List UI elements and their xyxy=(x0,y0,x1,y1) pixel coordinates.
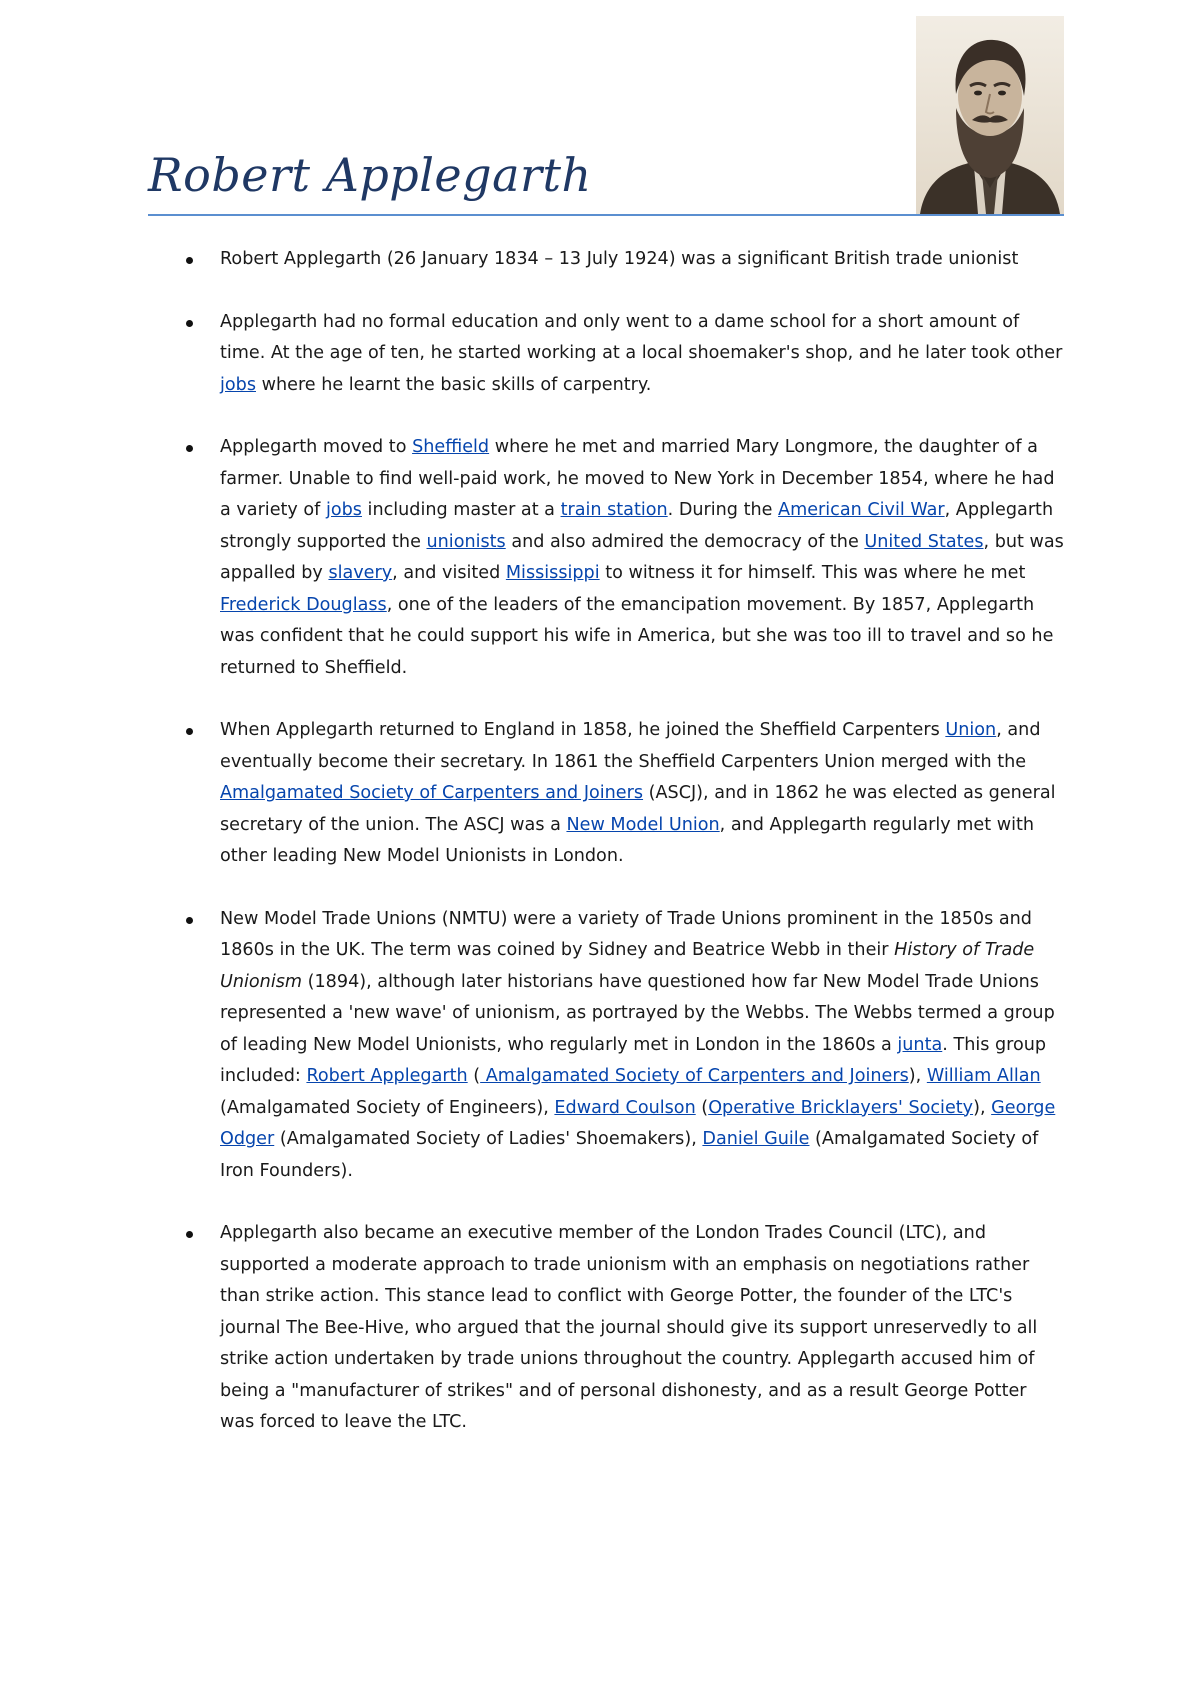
inline-link[interactable]: unionists xyxy=(426,531,506,552)
inline-link[interactable]: Frederick Douglass xyxy=(220,594,387,615)
paragraph-text: (Amalgamated Society of Iron Founders). xyxy=(220,1129,1039,1181)
bullet-icon xyxy=(186,445,193,452)
inline-link[interactable]: American Civil War xyxy=(778,500,945,520)
inline-link[interactable]: Operative Bricklayers' Society xyxy=(708,1097,974,1118)
bullet-icon xyxy=(186,728,193,735)
paragraph-text: , and Applegarth regularly met with other leading New Model Unionists in London. xyxy=(220,814,1035,866)
bullet-icon xyxy=(186,320,193,327)
inline-link[interactable]: slavery xyxy=(328,563,393,583)
paragraph-text: (ASCJ), and in 1862 he was elected as general secretary of the union. The ASCJ was a xyxy=(220,783,1056,835)
inline-link[interactable]: Union xyxy=(945,720,997,740)
inline-link[interactable]: jobs xyxy=(220,374,256,395)
bullet-list xyxy=(148,244,1064,1470)
paragraph-text: , one of the leaders of the emancipation movement. By 1857, Applegarth was confident that he could support his wife in America, but she was too ill to travel and so he returned to Sheffield. xyxy=(220,594,1054,678)
portrait-engraving-icon xyxy=(916,16,1064,214)
bullet-icon xyxy=(186,917,193,924)
list-item xyxy=(148,715,1064,873)
paragraph-text: Applegarth moved to xyxy=(220,437,413,457)
inline-link[interactable]: Amalgamated Society of Carpenters and Joiners xyxy=(480,1066,909,1086)
inline-link[interactable]: William Allan xyxy=(926,1066,1041,1086)
paragraph-text: , Applegarth strongly supported the xyxy=(220,500,1054,552)
bullet-icon xyxy=(186,257,193,264)
page-title: Robert Applegarth xyxy=(148,148,592,202)
paragraph-text: ), xyxy=(973,1097,992,1118)
list-item xyxy=(148,307,1064,402)
inline-link[interactable]: junta xyxy=(897,1034,943,1055)
italic-text: History of Trade Unionism xyxy=(220,940,1035,992)
paragraph-text: When Applegarth returned to England in 1858, he joined the Sheffield Carpenters xyxy=(220,720,946,740)
list-item xyxy=(148,432,1064,684)
inline-link[interactable]: train station xyxy=(560,500,668,520)
paragraph-text: . This group included: xyxy=(220,1034,1047,1086)
inline-link[interactable]: Sheffield xyxy=(412,437,490,457)
paragraph-text: (Amalgamated Society of Ladies' Shoemakers), xyxy=(274,1129,703,1149)
paragraph-text: Applegarth also became an executive member of the London Trades Council (LTC), and supported a moderate approach to trade unionism with an emphasis on negotiations rather than strike action. This stance lead to conflict with George Potter, the founder of the LTC's journal The Bee-Hive, who argued that the journal should give its support unreservedly to all strike action undertaken by trade unions throughout the country. Applegarth accused him of being a "manufacturer of strikes" and of personal dishonesty, and as a result George Potter was forced to leave the LTC. xyxy=(220,1223,1038,1432)
inline-link[interactable]: Amalgamated Society of Carpenters and Joiners xyxy=(220,783,644,803)
inline-link[interactable]: George Odger xyxy=(220,1097,1056,1149)
paragraph-text: and also admired the democracy of the xyxy=(505,531,865,552)
paragraph-text: Robert Applegarth (26 January 1834 – 13 July 1924) was a significant British trade unionist xyxy=(220,249,1019,269)
paragraph-text: . During the xyxy=(667,500,779,520)
inline-link[interactable]: Robert Applegarth xyxy=(306,1066,468,1086)
list-item xyxy=(148,244,1064,276)
paragraph-text: including master at a xyxy=(361,500,561,520)
inline-link[interactable]: Edward Coulson xyxy=(554,1097,696,1118)
inline-link[interactable]: Mississippi xyxy=(505,563,600,583)
bullet-icon xyxy=(186,1231,193,1238)
paragraph-text: where he met and married Mary Longmore, the daughter of a farmer. Unable to find well-paid work, he moved to New York in December 1854, where he had a variety of xyxy=(220,437,1055,520)
paragraph-text: ), xyxy=(908,1066,927,1086)
paragraph-text: where he learnt the basic skills of carpentry. xyxy=(256,374,652,395)
paragraph-text: New Model Trade Unions (NMTU) were a variety of Trade Unions prominent in the 1850s and 1860s in the UK. The term was coined by Sidney and Beatrice Webb in their xyxy=(220,908,1032,960)
inline-link[interactable]: Daniel Guile xyxy=(702,1129,810,1149)
inline-link[interactable]: United States xyxy=(864,531,984,552)
paragraph-text: , but was appalled by xyxy=(220,531,1064,583)
title-underline xyxy=(148,214,1064,216)
list-item xyxy=(148,904,1064,1188)
list-item xyxy=(148,1218,1064,1439)
paragraph-text: Applegarth had no formal education and only went to a dame school for a short amount of time. At the age of ten, he started working at a local shoemaker's shop, and he later took other xyxy=(220,311,1063,363)
paragraph-text: (1894), although later historians have questioned how far New Model Trade Unions represented a 'new wave' of unionism, as portrayed by the Webbs. The Webbs termed a group of leading New Model Unionists, who regularly met in London in the 1860s a xyxy=(220,971,1055,1055)
paragraph-text: , and visited xyxy=(392,563,506,583)
inline-link[interactable]: jobs xyxy=(325,500,362,520)
paragraph-text: ( xyxy=(467,1066,481,1086)
paragraph-text: , and eventually become their secretary. In 1861 the Sheffield Carpenters Union merged with the xyxy=(220,720,1041,772)
paragraph-text: (Amalgamated Society of Engineers), xyxy=(220,1097,555,1118)
paragraph-text: to witness it for himself. This was where he met xyxy=(599,563,1026,583)
paragraph-text: ( xyxy=(695,1097,709,1118)
inline-link[interactable]: New Model Union xyxy=(566,814,720,835)
